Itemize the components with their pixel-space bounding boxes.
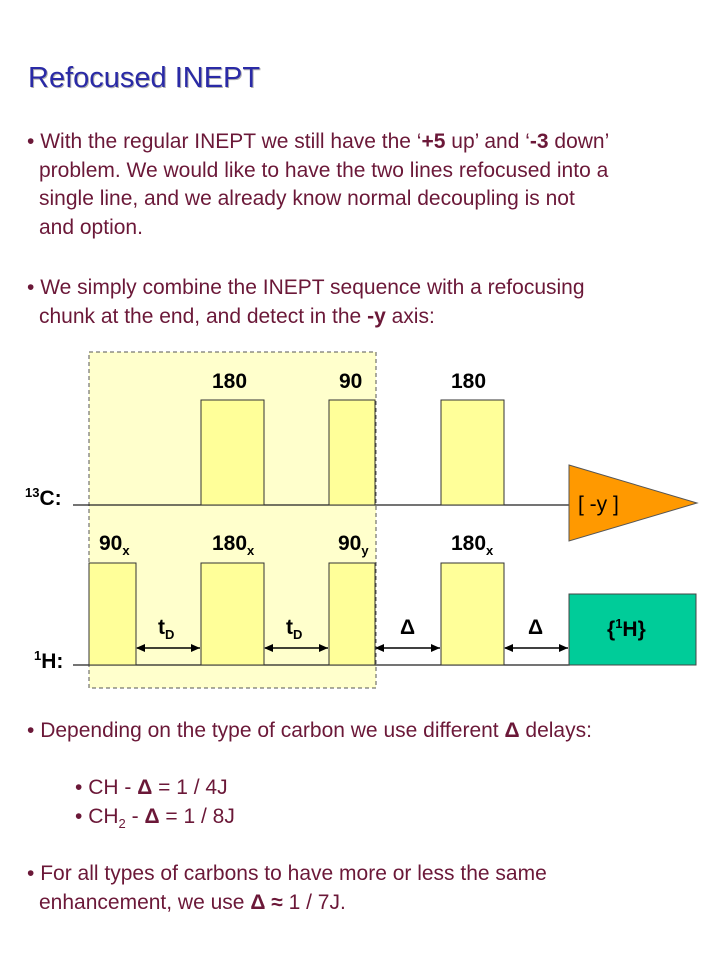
delta-symbol: Δ [504,719,520,742]
p3-pre: Depending on the type of carbon we use different [40,719,505,742]
p1-line2: problem. We would like to have the two lines refocused into a [39,158,609,182]
acquisition-label: [ -y ] [578,493,619,516]
bullet: • [27,276,35,299]
bullet: • [75,805,83,828]
p1-down-value: -3 [529,130,549,153]
carbon-pulse-180-b [441,400,504,505]
carbon-pulse-90 [329,400,375,505]
p2-line2-pre: chunk at the end, and detect in the [39,304,368,328]
ch-pre: CH - [88,776,138,799]
p3-post: delays: [519,719,592,742]
delta-symbol: Δ [144,805,160,828]
slide-title: Refocused INEPT [28,62,261,94]
ch2-post: = 1 / 8J [159,805,235,828]
proton-pulse-90y [329,563,375,665]
proton-pulse-label: $90_x$ [99,532,130,559]
paragraph-regular-inept [27,128,707,242]
ch-post: = 1 / 4J [152,776,228,799]
pulse-sequence-diagram [0,345,720,695]
proton-channel-label: $^1$H: [34,648,64,673]
proton-pulse-180x-b [441,563,504,665]
p1-mid: up’ and ‘ [445,130,530,153]
bullet: • [27,130,35,153]
delay-label-delta: Δ [528,616,544,639]
paragraph-all-carbons [27,860,707,917]
carbon-pulse-label: 180 [451,370,487,393]
ch2-pre: CH [88,805,119,828]
delay-label-delta: Δ [400,616,416,639]
p2-line2-post: axis: [385,304,435,328]
p2-axis: -y [367,304,386,328]
proton-pulse-label: $90_y$ [338,532,369,559]
bullet: • [75,776,83,799]
proton-pulse-label: $180_x$ [212,532,255,559]
p1-up-value: +5 [421,130,446,153]
p4-line1: For all types of carbons to have more or less the same [40,862,547,885]
carbon-pulse-180-a [201,400,264,505]
paragraph-combine [27,274,707,331]
decoupling-label: {$^1$H} [607,616,646,641]
delta-symbol: Δ [137,776,153,799]
delay-label-td: $t_D$ [158,616,175,643]
ch2-sub: 2 [118,816,126,832]
approx-symbol: ≈ [265,890,289,914]
paragraph-delays [27,717,707,746]
proton-pulse-90x [89,563,136,665]
proton-pulse-label: $180_x$ [451,532,494,559]
bullet: • [27,719,35,742]
p1-post: down’ [548,130,610,153]
carbon-channel-label: $^{13}$C: [25,485,62,510]
ch2-mid: - [125,805,145,828]
bullet: • [27,862,35,885]
carbon-pulse-label: 180 [212,370,248,393]
p2-line1: We simply combine the INEPT sequence with a refocusing [40,276,585,299]
p4-line2-post: 1 / 7J. [288,890,346,914]
sub-bullet-ch2 [75,803,235,839]
carbon-pulse-label: 90 [339,370,363,393]
delay-label-td: $t_D$ [286,616,303,643]
p4-line2-pre: enhancement, we use [39,890,251,914]
sub-bullet-ch [75,774,228,803]
p1-line4: and option. [39,215,143,239]
p1-line3: single line, and we already know normal decoupling is not [39,187,575,210]
p1-pre: With the regular INEPT we still have the ‘ [40,130,422,153]
delta-symbol: Δ [250,890,266,914]
proton-pulse-180x-a [201,563,264,665]
